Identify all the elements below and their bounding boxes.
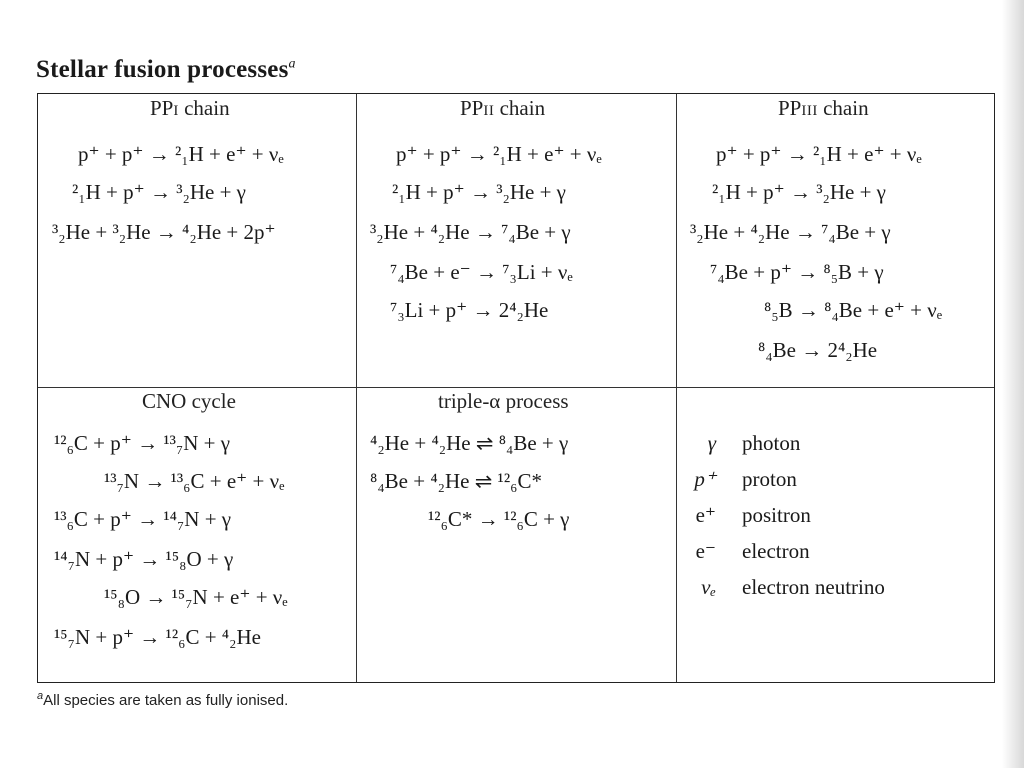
cell-title <box>778 96 869 121</box>
title-part: chain <box>184 96 230 120</box>
legend-item <box>676 575 986 603</box>
legend-item <box>676 431 976 459</box>
fusion-table <box>37 93 995 683</box>
cell-pp1-chain <box>38 94 356 387</box>
legend-label: photon <box>742 431 801 455</box>
legend-label: electron <box>742 539 810 563</box>
legend-item <box>676 503 976 531</box>
reaction-equation: ¹⁴₇N + p⁺ → ¹⁵₈O + γ <box>54 547 234 571</box>
title-roman: III <box>801 103 818 119</box>
reaction-equation: ²₁H + p⁺ → ³₂He + γ <box>72 180 246 204</box>
title-part: chain <box>499 96 546 120</box>
reaction-equation: ⁸₄Be → 2⁴₂He <box>758 338 878 362</box>
cell-legend <box>676 387 994 682</box>
reaction-equation: ¹²₆C + p⁺ → ¹³₇N + γ <box>54 431 231 455</box>
cell-cno-cycle <box>38 387 356 682</box>
legend-symbol: p⁺ <box>694 467 716 491</box>
reaction-equation: ¹²₆C* → ¹²₆C + γ <box>428 507 570 531</box>
title-roman: II <box>483 103 495 119</box>
title-part: PP <box>150 96 174 120</box>
reaction-equation: p⁺ + p⁺ → ²₁H + e⁺ + νₑ <box>78 142 284 166</box>
reaction-equation: ⁷₄Be + e⁻ → ⁷₃Li + νₑ <box>390 260 573 284</box>
title-footnote-marker: a <box>288 56 296 72</box>
page-edge-shadow <box>1002 0 1024 768</box>
reaction-equation: ³₂He + ⁴₂He → ⁷₄Be + γ <box>690 220 891 244</box>
legend-item <box>676 539 976 567</box>
title-roman: I <box>173 103 179 119</box>
reaction-equation: ¹⁵₈O → ¹⁵₇N + e⁺ + νₑ <box>104 585 288 609</box>
legend-label: electron neutrino <box>742 575 885 599</box>
legend-label: positron <box>742 503 811 527</box>
reaction-equation: ³₂He + ³₂He → ⁴₂He + 2p⁺ <box>52 220 276 244</box>
legend-symbol: e⁻ <box>695 539 716 563</box>
table-footnote <box>37 690 288 709</box>
legend-label: proton <box>742 467 797 491</box>
legend-item <box>676 467 976 495</box>
reaction-equation: ³₂He + ⁴₂He → ⁷₄Be + γ <box>370 220 571 244</box>
reaction-equation: ²₁H + p⁺ → ³₂He + γ <box>712 180 886 204</box>
title-part: PP <box>460 96 484 120</box>
legend-symbol: νₑ <box>701 575 716 599</box>
title-part: chain <box>823 96 869 120</box>
cell-pp3-chain <box>676 94 994 387</box>
cell-title: CNO cycle <box>142 389 236 413</box>
reaction-equation: ¹³₇N → ¹³₆C + e⁺ + νₑ <box>104 469 285 493</box>
title-part: PP <box>778 96 802 120</box>
legend-symbol: e⁺ <box>695 503 716 527</box>
cell-title <box>150 96 230 121</box>
cell-title: triple-α process <box>438 389 569 413</box>
reaction-equation: ¹³₆C + p⁺ → ¹⁴₇N + γ <box>54 507 232 531</box>
reaction-equation: ⁸₄Be + ⁴₂He ⇌ ¹²₆C* <box>370 469 542 493</box>
legend-symbol: γ <box>707 431 716 455</box>
reaction-equation: p⁺ + p⁺ → ²₁H + e⁺ + νₑ <box>716 142 922 166</box>
reaction-equation: ⁸₅B → ⁸₄Be + e⁺ + νₑ <box>764 298 943 322</box>
reaction-equation: ⁷₃Li + p⁺ → 2⁴₂He <box>390 298 549 322</box>
title-text: Stellar fusion processes <box>36 56 289 83</box>
reaction-equation: ⁴₂He + ⁴₂He ⇌ ⁸₄Be + γ <box>370 431 569 455</box>
reaction-equation: ¹⁵₇N + p⁺ → ¹²₆C + ⁴₂He <box>54 625 261 649</box>
footnote-text: All species are taken as fully ionised. <box>43 692 289 709</box>
cell-title <box>460 96 545 121</box>
cell-triple-alpha <box>356 387 676 682</box>
footnote-marker: a <box>37 690 44 702</box>
page-title <box>36 56 296 84</box>
reaction-equation: p⁺ + p⁺ → ²₁H + e⁺ + νₑ <box>396 142 602 166</box>
cell-pp2-chain <box>356 94 676 387</box>
reaction-equation: ⁷₄Be + p⁺ → ⁸₅B + γ <box>710 260 884 284</box>
reaction-equation: ²₁H + p⁺ → ³₂He + γ <box>392 180 566 204</box>
